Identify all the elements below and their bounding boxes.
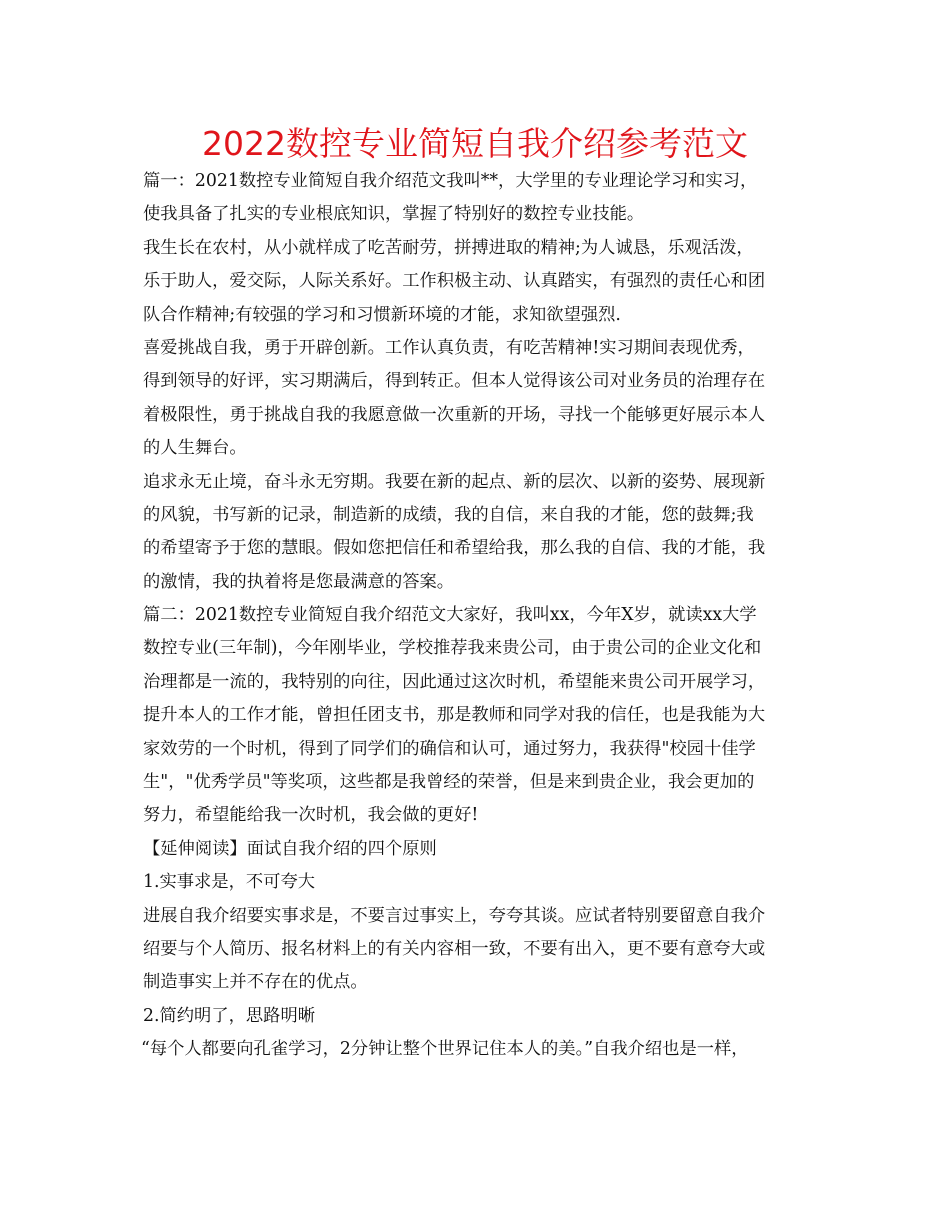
section-heading: 【延伸阅读】面试自我介绍的四个原则 [143,838,437,859]
principle-heading: 2.简约明了，思路明晰 [143,1005,316,1026]
body-line: 得到领导的好评，实习期满后，得到转正。但本人觉得该公司对业务员的治理存在 [143,371,766,392]
body-line: 队合作精神;有较强的学习和习惯新环境的才能，求知欲望强烈. [143,304,621,325]
body-line: “每个人都要向孔雀学习，2分钟让整个世界记住本人的美。”自我介绍也是一样， [141,1039,749,1060]
body-line: 治理都是一流的，我特别的向往，因此通过这次时机，希望能来贵公司开展学习， [143,671,766,692]
body-line: 篇二：2021数控专业简短自我介绍范文大家好，我叫xx，今年X岁，就读xx大学 [143,605,757,626]
body-line: 的希望寄予于您的慧眼。假如您把信任和希望给我，那么我的自信、我的才能，我 [143,538,766,559]
body-line: 我生长在农村，从小就样成了吃苦耐劳，拼搏进取的精神;为人诚恳，乐观活泼， [143,237,754,258]
body-line: 使我具备了扎实的专业根底知识，掌握了特别好的数控专业技能。 [143,204,645,225]
body-line: 数控专业(三年制)，今年刚毕业，学校推荐我来贵公司，由于贵公司的企业文化和 [143,638,762,659]
body-line: 绍要与个人简历、报名材料上的有关内容相一致，不要有出入，更不要有意夸大或 [143,938,766,959]
body-line: 进展自我介绍要实事求是，不要言过事实上，夸夸其谈。应试者特别要留意自我介 [143,905,766,926]
body-line: 追求永无止境，奋斗永无穷期。我要在新的起点、新的层次、以新的姿势、展现新 [143,471,766,492]
body-line: 乐于助人，爱交际，人际关系好。工作积极主动、认真踏实，有强烈的责任心和团 [143,271,766,292]
body-line: 家效劳的一个时机，得到了同学们的确信和认可，通过努力，我获得"校园十佳学 [143,738,756,759]
body-line: 的风貌，书写新的记录，制造新的成绩，我的自信，来自我的才能，您的鼓舞;我 [143,504,754,525]
body-line: 篇一：2021数控专业简短自我介绍范文我叫**，大学里的专业理论学习和实习， [143,171,758,191]
body-line: 努力，希望能给我一次时机，我会做的更好! [143,805,479,826]
body-line: 提升本人的工作才能，曾担任团支书，那是教师和同学对我的信任，也是我能为大 [143,705,766,726]
principle-heading: 1.实事求是，不可夸大 [143,872,316,893]
document-body [143,165,843,1067]
body-line: 的人生舞台。 [143,438,247,459]
body-line: 喜爱挑战自我，勇于开辟创新。工作认真负责，有吃苦精神!实习期间表现优秀， [143,337,755,358]
body-line: 的激情，我的执着将是您最满意的答案。 [143,571,455,592]
document-title: 2022数控专业简短自我介绍参考范文 [202,124,748,163]
body-line: 着极限性，勇于挑战自我的我愿意做一次重新的开场，寻找一个能够更好展示本人 [143,404,766,425]
body-line: 制造事实上并不存在的优点。 [143,972,368,993]
body-line: 生"，"优秀学员"等奖项，这些都是我曾经的荣誉，但是来到贵企业，我会更加的 [143,772,755,793]
